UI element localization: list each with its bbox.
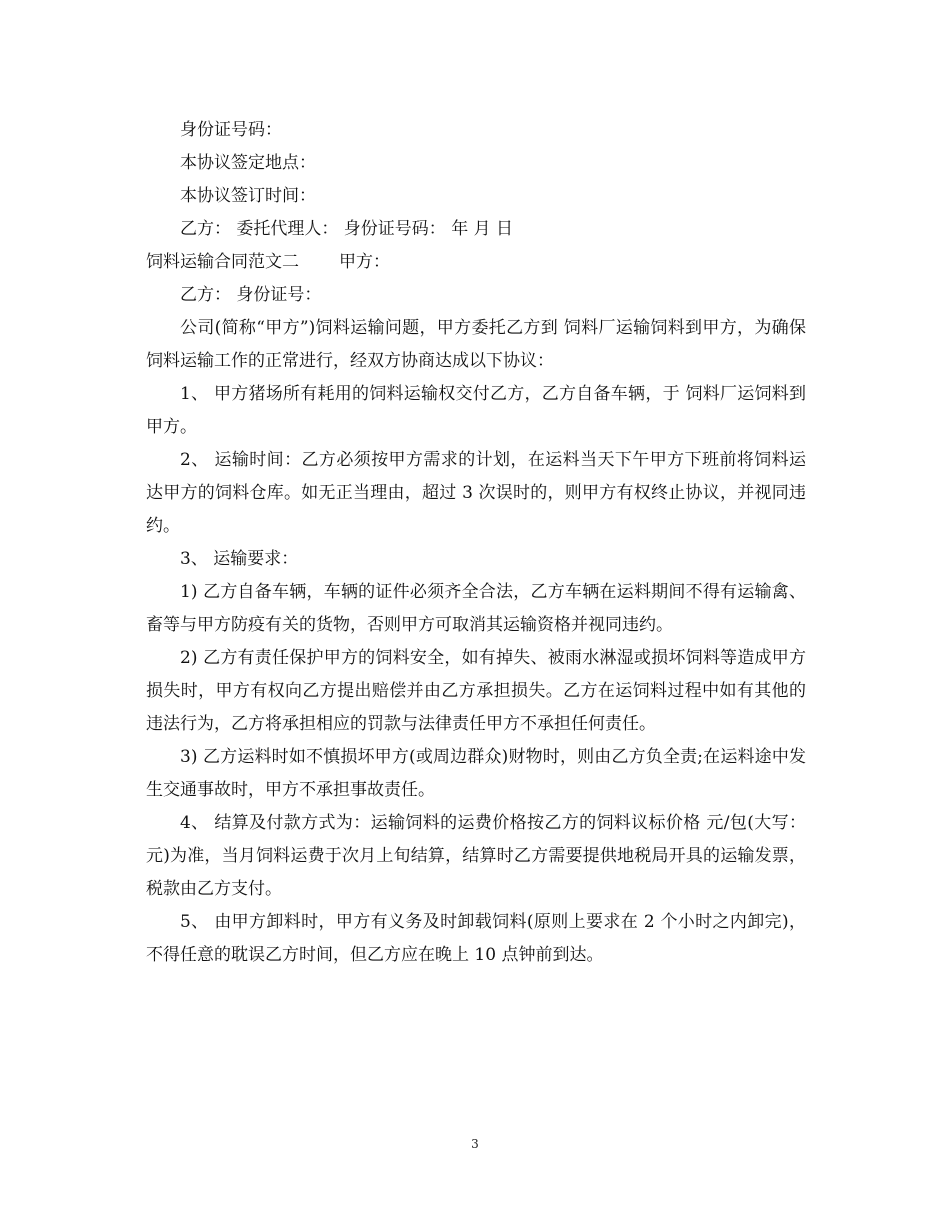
paragraph-signing-place: 本协议签定地点： (180, 153, 316, 173)
party-a-label: 甲方： (339, 252, 390, 272)
paragraph-id-number: 身份证号码： (180, 120, 282, 140)
paragraph-signing-time: 本协议签订时间： (180, 186, 316, 206)
paragraph-intro: 公司(简称“甲方”)饲料运输问题，甲方委托乙方到 饲料厂运输饲料到甲方，为确保饲料运输工作的正常进行，经双方协商达成以下协议： (146, 318, 806, 371)
clause-3-1: 1) 乙方自备车辆，车辆的证件必须齐全合法，乙方车辆在运料期间不得有运输禽、畜等与甲方防疫有关的货物，否则甲方可取消其运输资格并视同违约。 (146, 582, 806, 635)
clause-3: 3、 运输要求： (180, 549, 299, 569)
clause-3-2: 2) 乙方有责任保护甲方的饲料安全，如有掉失、被雨水淋湿或损坏饲料等造成甲方损失时，甲方有权向乙方提出赔偿并由乙方承担损失。乙方在运饲料过程中如有其他的违法行为，乙方将承担相应的罚款与法律责任甲方不承担任何责任。 (146, 648, 806, 734)
clause-1: 1、 甲方猪场所有耗用的饲料运输权交付乙方，乙方自备车辆，于 饲料厂运饲料到甲方。 (146, 384, 806, 437)
clause-2: 2、 运输时间：乙方必须按甲方需求的计划，在运料当天下午甲方下班前将饲料运达甲方的饲料仓库。如无正当理由，超过 3 次误时的，则甲方有权终止协议，并视同违约。 (146, 450, 806, 536)
page-number: 3 (471, 1137, 479, 1151)
section-title: 饲料运输合同范文二 (146, 252, 299, 272)
clause-5: 5、 由甲方卸料时，甲方有义务及时卸载饲料(原则上要求在 2 个小时之内卸完)，不得任意的耽误乙方时间，但乙方应在晚上 10 点钟前到达。 (146, 912, 806, 965)
section-heading (146, 246, 806, 279)
document-body (146, 114, 806, 972)
paragraph-party-b-signature: 乙方： 委托代理人： 身份证号码： 年 月 日 (180, 219, 514, 239)
clause-3-3: 3) 乙方运料时如不慎损坏甲方(或周边群众)财物时，则由乙方负全责;在运料途中发生交通事故时，甲方不承担事故责任。 (146, 747, 806, 800)
paragraph-party-b-id: 乙方： 身份证号： (180, 285, 322, 305)
clause-4: 4、 结算及付款方式为：运输饲料的运费价格按乙方的饲料议标价格 元/包(大写： 元)为准，当月饲料运费于次月上旬结算，结算时乙方需要提供地税局开具的运输发票，税款由乙方支付。 (146, 813, 806, 899)
